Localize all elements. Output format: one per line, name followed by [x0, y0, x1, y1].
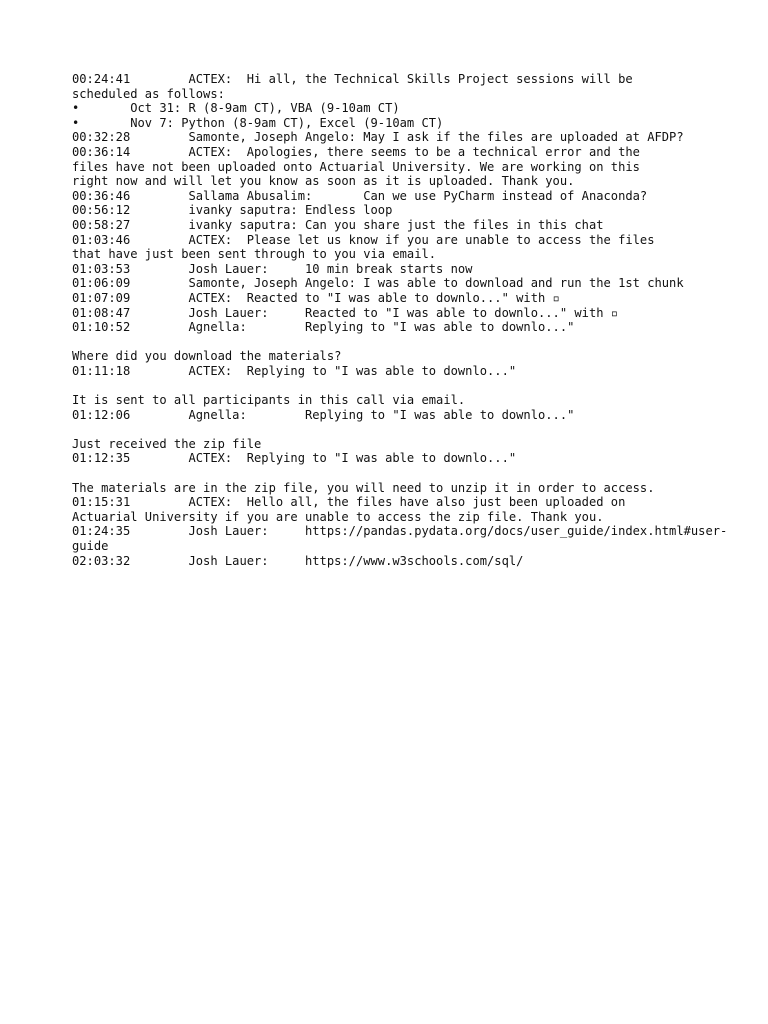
transcript-line: 01:24:35 Josh Lauer: https://pandas.pydata.org/docs/user_guide/index.html#user- [72, 524, 728, 539]
transcript-line: 00:56:12 ivanky saputra: Endless loop [72, 203, 393, 218]
transcript-line: 01:06:09 Samonte, Joseph Angelo: I was able to download and run the 1st chunk [72, 276, 684, 291]
transcript-line: 01:15:31 ACTEX: Hello all, the files have also just been uploaded on [72, 495, 626, 510]
transcript-line [72, 335, 696, 350]
transcript-line: files have not been uploaded onto Actuarial University. We are working on this [72, 159, 640, 174]
transcript-line: 01:11:18 ACTEX: Replying to "I was able to downlo..." [72, 363, 517, 378]
transcript-line: 01:12:35 ACTEX: Replying to "I was able to downlo..." [72, 451, 517, 466]
transcript-line: 01:03:53 Josh Lauer: 10 min break starts now [72, 261, 473, 276]
transcript-line: 00:58:27 ivanky saputra: Can you share just the files in this chat [72, 217, 604, 232]
transcript-line: 00:36:46 Sallama Abusalim: Can we use PyCharm instead of Anaconda? [72, 188, 648, 203]
transcript-line: 01:08:47 Josh Lauer: Reacted to "I was able to downlo..." with ▫ [72, 305, 619, 320]
transcript-line: 02:03:32 Josh Lauer: https://www.w3schools.com/sql/ [72, 553, 524, 568]
transcript-line: Where did you download the materials? [72, 349, 342, 364]
transcript-line: 01:07:09 ACTEX: Reacted to "I was able to downlo..." with ▫ [72, 290, 560, 305]
transcript-line: scheduled as follows: [72, 86, 225, 101]
transcript-line: right now and will let you know as soon as it is uploaded. Thank you. [72, 174, 575, 189]
transcript-line [72, 378, 696, 393]
transcript-line [72, 422, 696, 437]
transcript-line: 00:32:28 Samonte, Joseph Angelo: May I ask if the files are uploaded at AFDP? [72, 130, 684, 145]
transcript-line [72, 466, 696, 481]
transcript-line: Actuarial University if you are unable to access the zip file. Thank you. [72, 509, 604, 524]
transcript-line: 00:36:14 ACTEX: Apologies, there seems to be a technical error and the [72, 144, 640, 159]
transcript-line: Just received the zip file [72, 436, 262, 451]
transcript-line: 01:12:06 Agnella: Replying to "I was able to downlo..." [72, 407, 575, 422]
transcript-line: The materials are in the zip file, you will need to unzip it in order to access. [72, 480, 655, 495]
transcript-line: that have just been sent through to you via email. [72, 247, 437, 262]
chat-transcript [72, 72, 728, 568]
transcript-line: It is sent to all participants in this call via email. [72, 393, 466, 408]
transcript-line: 00:24:41 ACTEX: Hi all, the Technical Skills Project sessions will be [72, 72, 633, 86]
transcript-line: 01:03:46 ACTEX: Please let us know if you are unable to access the files [72, 232, 655, 247]
transcript-line: 01:10:52 Agnella: Replying to "I was able to downlo..." [72, 320, 575, 335]
transcript-line: • Nov 7: Python (8-9am CT), Excel (9-10am CT) [72, 115, 444, 130]
transcript-line: guide [72, 539, 109, 553]
transcript-line: • Oct 31: R (8-9am CT), VBA (9-10am CT) [72, 101, 400, 116]
